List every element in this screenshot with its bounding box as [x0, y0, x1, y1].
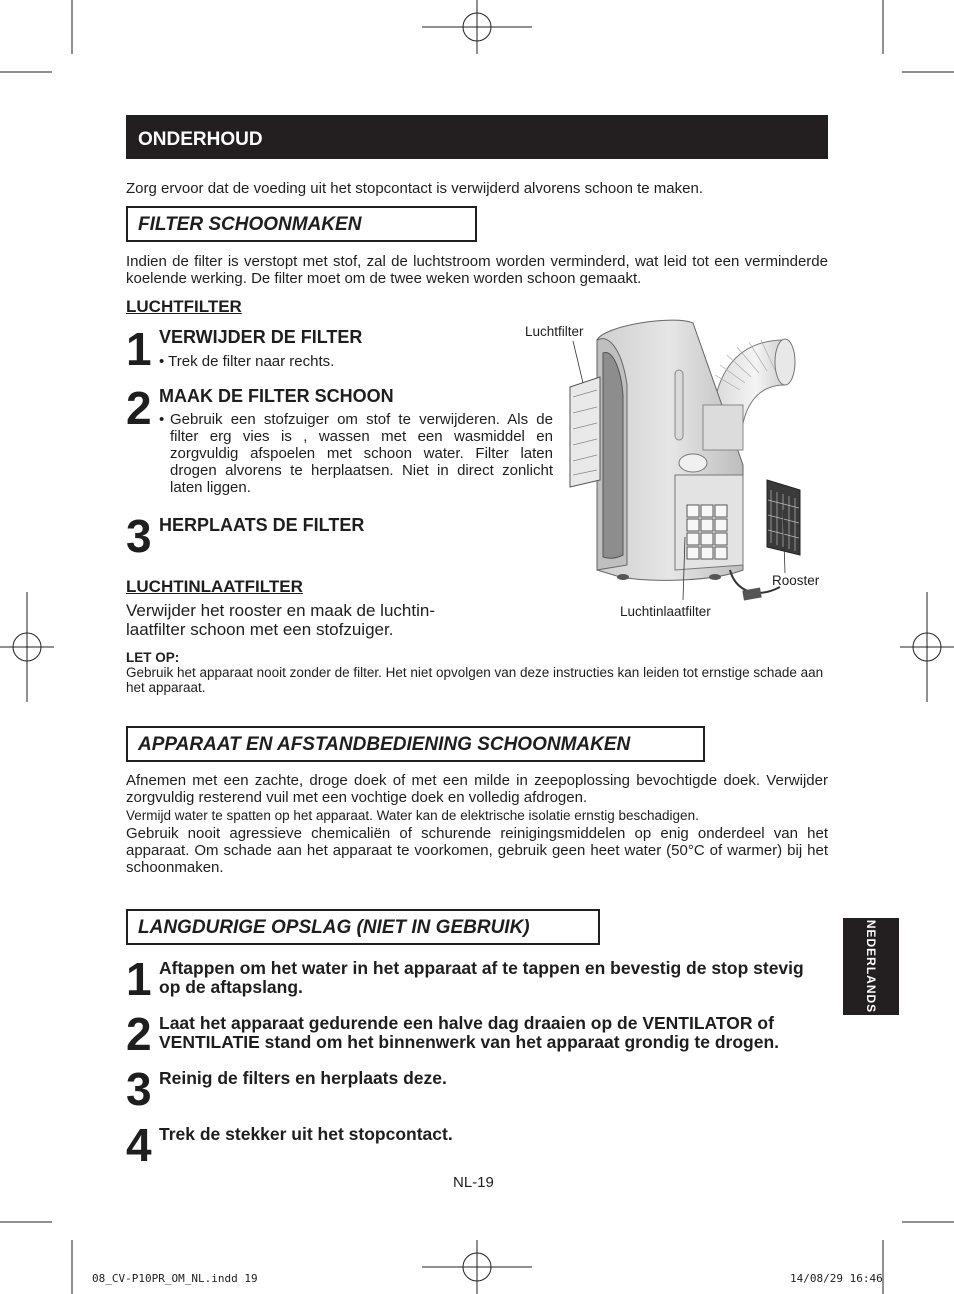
- opslag-section-title: LANGDURIGE OPSLAG (NIET IN GEBRUIK): [126, 909, 600, 945]
- apparaat-text-2: Vermijd water te spatten op het apparaat. Water kan de elektrische isolatie ernstig beschadigen.: [126, 808, 699, 823]
- footer-file-info: 08_CV-P10PR_OM_NL.indd 19: [92, 1272, 258, 1285]
- step-title: MAAK DE FILTER SCHOON: [159, 386, 394, 406]
- inlaat-text: Verwijder het rooster en maak de luchtin- laatfilter schoon met een stofzuiger.: [126, 601, 435, 639]
- footer-timestamp: 14/08/29 16:46: [790, 1272, 883, 1285]
- apparaat-section-title: APPARAAT EN AFSTANDBEDIENING SCHOONMAKEN: [126, 726, 705, 762]
- filter-section-text: Indien de filter is verstopt met stof, zal de luchtstroom worden verminderd, wat leid tot een verminderde koelende werking. De filter moet om de twee weken worden schoon gemaakt.: [126, 253, 828, 287]
- label-luchtinlaatfilter: Luchtinlaatfilter: [620, 604, 711, 619]
- filter-section-title: FILTER SCHOONMAKEN: [126, 206, 477, 242]
- intro-text: Zorg ervoor dat de voeding uit het stopcontact is verwijderd alvorens schoon te maken.: [126, 180, 703, 197]
- step-number: 4: [126, 1119, 151, 1171]
- apparaat-text-1: Afnemen met een zachte, droge doek of met een milde in zeepoplossing bevochtigde doek. Verwijder zorgvuldig resterend vuil met een vochtige doek en volledig afdrogen.: [126, 772, 828, 806]
- step-title: VERWIJDER DE FILTER: [159, 327, 363, 347]
- step-body: Gebruik een stofzuiger om stof te verwijderen. Als de filter erg vies is , wassen met een wasmiddel en zorgvuldig afspoelen met schoon water. Filter laten drogen alvorens te herplaatsen. Niet in direct zonlicht laten liggen.: [170, 411, 553, 496]
- step-number: 2: [126, 382, 151, 434]
- section-header-onderhoud: ONDERHOUD: [126, 115, 828, 159]
- let-op-text: Gebruik het apparaat nooit zonder de filter. Het niet opvolgen van deze instructies kan leiden tot ernstige schade aan het apparaat.: [126, 665, 824, 695]
- step-number: 2: [126, 1008, 151, 1060]
- label-rooster: Rooster: [772, 573, 820, 588]
- step-body: • Trek de filter naar rechts.: [159, 353, 335, 370]
- let-op-label: LET OP:: [126, 650, 180, 665]
- language-side-tab: [843, 918, 899, 1015]
- opslag-step-text: Aftappen om het water in het apparaat af te tappen en bevestig de stop stevig op de aftapslang.: [159, 958, 804, 997]
- opslag-step-text: Reinig de filters en herplaats deze.: [159, 1068, 447, 1088]
- bullet: •: [159, 411, 165, 428]
- step-number: 3: [126, 1063, 151, 1115]
- label-luchtfilter: Luchtfilter: [525, 324, 584, 339]
- apparaat-text-3: Gebruik nooit agressieve chemicaliën of schurende reinigingsmiddelen op enig onderdeel van het apparaat. Om schade aan het apparaat te voorkomen, gebruik geen heet water (50°C of warmer) bij het schoonmaken.: [126, 825, 828, 876]
- step-number: 1: [126, 953, 151, 1005]
- step-number: 3: [126, 510, 151, 562]
- opslag-step-text: Laat het apparaat gedurende een halve dag draaien op de VENTILATOR of VENTILATIE stand om het binnenwerk van het apparaat grondig te drogen.: [159, 1013, 780, 1052]
- luchtfilter-heading: LUCHTFILTER: [126, 297, 242, 316]
- page-number: NL-19: [453, 1174, 494, 1191]
- opslag-step-text: Trek de stekker uit het stopcontact.: [159, 1124, 453, 1144]
- language-label: NEDERLANDS: [864, 919, 878, 1014]
- step-title: HERPLAATS DE FILTER: [159, 515, 365, 535]
- luchtinlaatfilter-heading: LUCHTINLAATFILTER: [126, 577, 303, 596]
- step-number: 1: [126, 323, 151, 375]
